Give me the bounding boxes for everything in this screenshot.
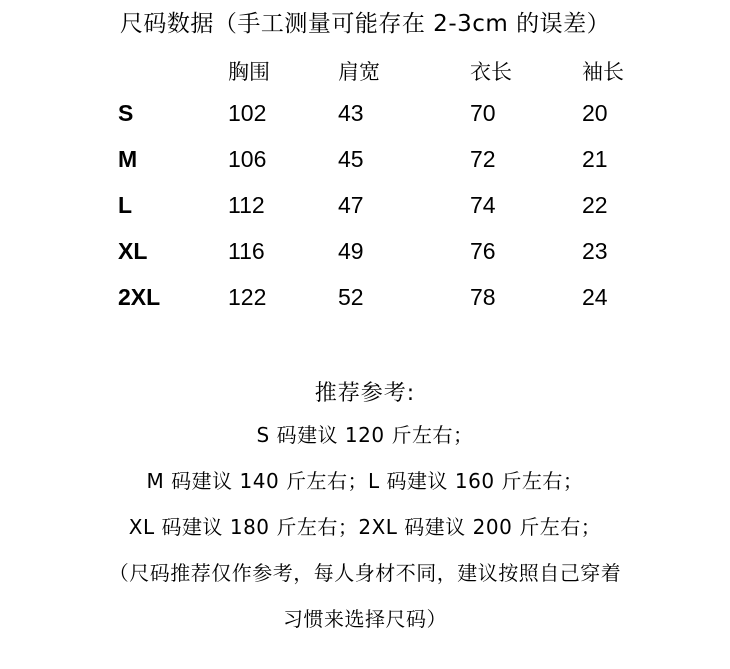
size-cell: L xyxy=(118,191,133,218)
shoulder-cell: 43 xyxy=(338,99,364,126)
sleeve-cell: 21 xyxy=(582,145,608,172)
sleeve-cell: 22 xyxy=(582,191,608,218)
size-cell: 2XL xyxy=(118,283,161,310)
table-header-row xyxy=(100,52,672,90)
chest-cell: 112 xyxy=(228,191,265,218)
table-row xyxy=(100,228,672,274)
recommendation-note: （尺码推荐仅作参考，每人身材不同，建议按照自己穿着 xyxy=(108,561,622,585)
shoulder-cell: 47 xyxy=(338,191,364,218)
sleeve-cell: 24 xyxy=(582,283,608,310)
recommendation-line: S 码建议 120 斤左右； xyxy=(256,423,474,447)
shoulder-cell: 49 xyxy=(338,237,364,264)
recommendation-line: XL 码建议 180 斤左右；2XL 码建议 200 斤左右； xyxy=(128,515,602,539)
chest-cell: 116 xyxy=(228,237,265,264)
header-chest: 胸围 xyxy=(228,60,270,84)
size-cell: S xyxy=(118,99,134,126)
chest-cell: 122 xyxy=(228,283,267,310)
header-length: 衣长 xyxy=(470,60,512,84)
size-cell: M xyxy=(118,145,138,172)
recommendation-note: 习惯来选择尺码） xyxy=(283,607,447,631)
recommendation-line: M 码建议 140 斤左右；L 码建议 160 斤左右； xyxy=(146,469,584,493)
recommendation-title: 推荐参考: xyxy=(314,381,416,406)
size-cell: XL xyxy=(118,237,148,264)
table-row xyxy=(100,136,672,182)
table-row xyxy=(100,182,672,228)
header-sleeve: 袖长 xyxy=(582,60,624,84)
recommendation-section xyxy=(0,376,730,642)
length-cell: 76 xyxy=(470,237,496,264)
length-cell: 72 xyxy=(470,145,496,172)
shoulder-cell: 52 xyxy=(338,283,364,310)
length-cell: 74 xyxy=(470,191,496,218)
table-row xyxy=(100,274,672,320)
table-row xyxy=(100,90,672,136)
length-cell: 70 xyxy=(470,99,496,126)
sleeve-cell: 23 xyxy=(582,237,608,264)
chest-cell: 102 xyxy=(228,99,267,126)
size-table xyxy=(100,52,672,320)
sleeve-cell: 20 xyxy=(582,99,608,126)
header-shoulder: 肩宽 xyxy=(338,60,380,84)
chest-cell: 106 xyxy=(228,145,267,172)
page-title: 尺码数据（手工测量可能存在 2-3cm 的误差） xyxy=(119,11,611,37)
length-cell: 78 xyxy=(470,283,496,310)
shoulder-cell: 45 xyxy=(338,145,364,172)
header-size xyxy=(100,52,228,90)
